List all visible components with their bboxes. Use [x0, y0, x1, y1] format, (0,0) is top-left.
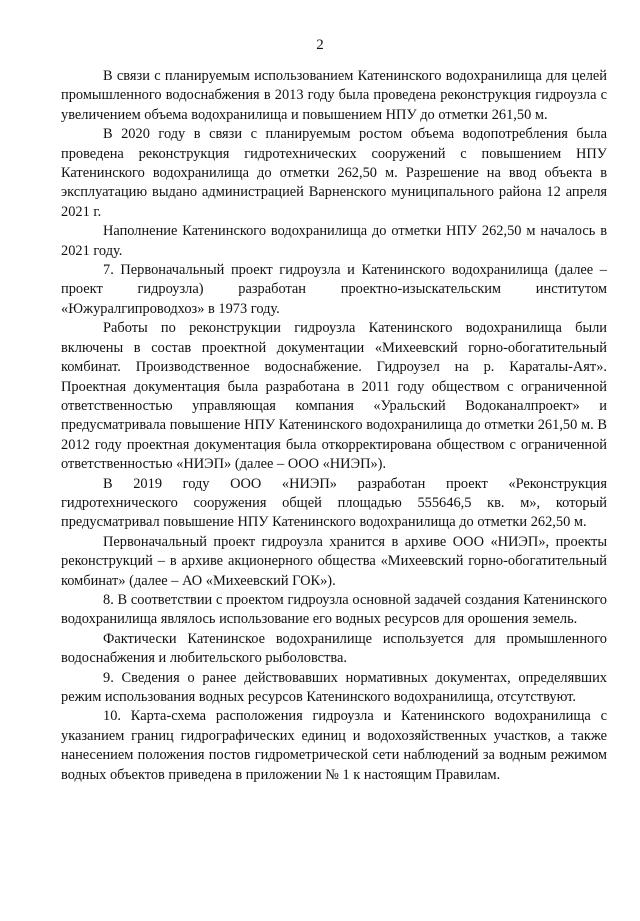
paragraph-reconstruction-works: Работы по реконструкции гидроузла Катенинского водохранилища были включены в состав проектной документации «Михеевский горно-обогатительный комбинат. Производственное водоснабжение. Гидроузел на р. Караталы-Аят». Проектная документация была разработана в 2011 году обществом с ограниченной ответственностью управляющая компания «Уральский Водоканалпроект» и предусматривала повышение НПУ Катенинского водохранилища до отметки 261,50 м. В 2012 году проектная документация была откорректирована обществом с ограниченной ответственностью «НИЭП» (далее – ООО «НИЭП»).	[61, 320, 607, 473]
paragraph-project-2019: В 2019 году ООО «НИЭП» разработан проект «Реконструкция гидротехнического сооружения общей площадью 555646,5 кв. м», который предусматривал повышение НПУ Катенинского водохранилища до отметки 262,50 м.	[61, 475, 607, 531]
paragraph-section-8-purpose: 8. В соответствии с проектом гидроузла основной задачей создания Катенинского водохранилища являлось использование его водных ресурсов для орошения земель.	[61, 591, 607, 628]
paragraph-section-7-original-project: 7. Первоначальный проект гидроузла и Катенинского водохранилища (далее – проект гидроузла) разработан проектно-изыскательским институтом «Южуралгипроводхоз» в 1973 году.	[61, 262, 607, 317]
paragraph-actual-use: Фактически Катенинское водохранилище используется для промышленного водоснабжения и любительского рыболовства.	[61, 630, 607, 667]
paragraph-reconstruction-2020: В 2020 году в связи с планируемым ростом объема водопотребления была проведена реконструкция гидротехнических сооружений с повышением НПУ Катенинского водохранилища до отметки 262,50 м. Разрешение на ввод объекта в эксплуатацию выдано администрацией Варненского муниципального района 12 апреля 2021 г.	[61, 126, 607, 220]
paragraph-filling-2021: Наполнение Катенинского водохранилища до отметки НПУ 262,50 м началось в 2021 году.	[61, 223, 607, 259]
document-body	[61, 67, 607, 785]
paragraph-section-9-regulations: 9. Сведения о ранее действовавших нормативных документах, определявших режим использования водных ресурсов Катенинского водохранилища, отсутствуют.	[61, 669, 607, 705]
paragraph-section-10-map: 10. Карта-схема расположения гидроузла и Катенинского водохранилища с указанием границ гидрографических единиц и водохозяйственных участков, а также нанесением положения постов гидрометрической сети наблюдений за водным режимом водных объектов приведена в приложении № 1 к настоящим Правилам.	[61, 708, 607, 783]
paragraph-reconstruction-2013: В связи с планируемым использованием Катенинского водохранилища для целей промышленного водоснабжения в 2013 году была проведена реконструкция гидроузла с увеличением объема водохранилища и повышением НПУ до отметки 261,50 м.	[61, 68, 607, 123]
paragraph-archive-storage: Первоначальный проект гидроузла хранится в архиве ООО «НИЭП», проекты реконструкций – в архиве акционерного общества «Михеевский горно-обогатительный комбинат» (далее – АО «Михеевский ГОК»).	[61, 533, 607, 589]
page-number: 2	[316, 37, 324, 53]
